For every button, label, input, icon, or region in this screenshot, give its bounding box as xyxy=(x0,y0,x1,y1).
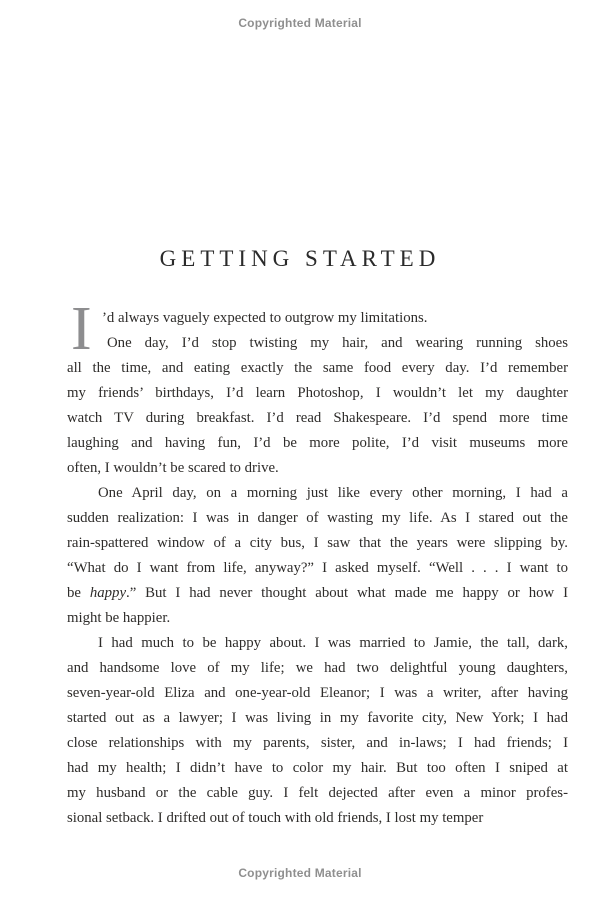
text-line: and handsome love of my life; we had two delightful young daughters, xyxy=(67,660,568,676)
text-line: rain-spattered window of a city bus, I saw that the years were slipping by. xyxy=(67,535,568,551)
text-line: my husband or the cable guy. I felt dejected after even a minor profes- xyxy=(67,785,568,801)
text-line: had my health; I didn’t have to color my hair. But too often I sniped at xyxy=(67,760,568,776)
text-line: my friends’ birthdays, I’d learn Photoshop, I wouldn’t let my daughter xyxy=(67,385,568,401)
text-line: “What do I want from life, anyway?” I asked myself. “Well . . . I want to xyxy=(67,560,568,576)
drop-cap-letter: I xyxy=(71,295,92,363)
text-line: I had much to be happy about. I was married to Jamie, the tall, dark, xyxy=(98,635,568,651)
text-line: One day, I’d stop twisting my hair, and wearing running shoes xyxy=(107,335,568,351)
text-line: all the time, and eating exactly the same food every day. I’d remember xyxy=(67,360,568,376)
chapter-title: GETTING STARTED xyxy=(159,246,441,272)
text-line: watch TV during breakfast. I’d read Shakespeare. I’d spend more time xyxy=(67,410,568,426)
copyright-notice-bottom: Copyrighted Material xyxy=(238,866,362,880)
text-line: often, I wouldn’t be scared to drive. xyxy=(67,460,279,476)
text-line: sional setback. I drifted out of touch with old friends, I lost my temper xyxy=(67,810,484,826)
text-line: laughing and having fun, I’d be more polite, I’d visit museums more xyxy=(67,435,568,451)
text-line: seven-year-old Eliza and one-year-old Eleanor; I was a writer, after having xyxy=(67,685,568,701)
text-line: might be happier. xyxy=(67,610,171,626)
text-line: ’d always vaguely expected to outgrow my limitations. xyxy=(102,310,428,326)
text-line: close relationships with my parents, sister, and in-laws; I had friends; I xyxy=(67,735,568,751)
body-text xyxy=(67,295,568,831)
text-line: started out as a lawyer; I was living in my favorite city, New York; I had xyxy=(67,710,568,726)
text-line: One April day, on a morning just like every other morning, I had a xyxy=(98,485,568,501)
copyright-notice-top: Copyrighted Material xyxy=(238,16,362,30)
text-line: sudden realization: I was in danger of wasting my life. As I stared out the xyxy=(67,510,568,526)
text-line: be happy.” But I had never thought about what made me happy or how I xyxy=(67,585,568,601)
